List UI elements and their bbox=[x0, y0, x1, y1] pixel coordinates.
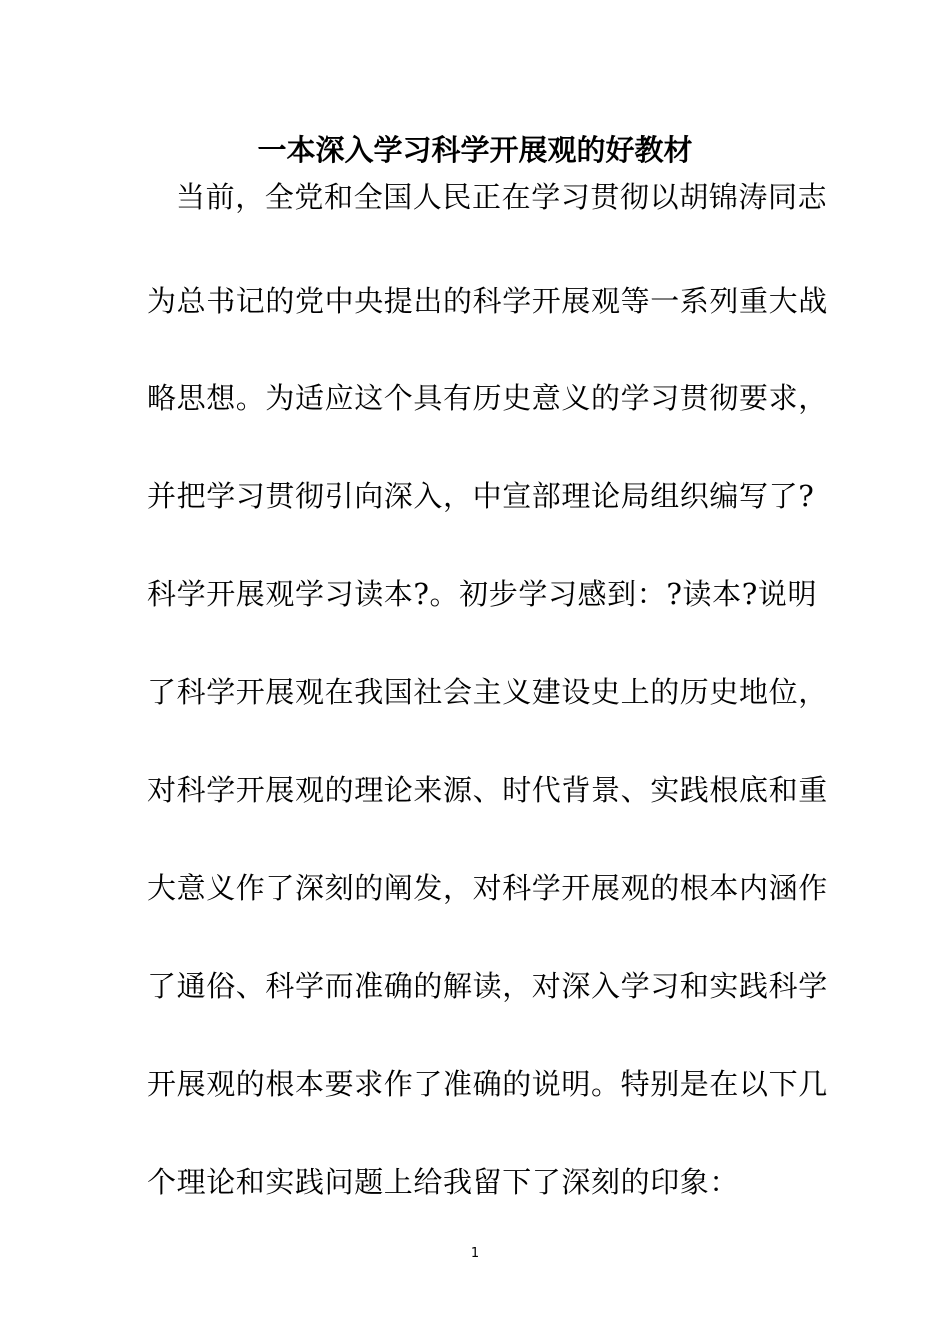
paragraph-line-8: 大意义作了深刻的阐发，对科学开展观的根本内涵作 bbox=[147, 871, 828, 905]
page-number: 1 bbox=[470, 1246, 480, 1261]
paragraph-line-2: 为总书记的党中央提出的科学开展观等一系列重大战 bbox=[147, 284, 828, 318]
paragraph-line-9: 了通俗、科学而准确的解读，对深入学习和实践科学 bbox=[147, 969, 828, 1003]
paragraph-line-6: 了科学开展观在我国社会主义建设史上的历史地位， bbox=[147, 675, 828, 709]
paragraph-line-3: 略思想。为适应这个具有历史意义的学习贯彻要求， bbox=[147, 381, 828, 415]
paragraph-line-4: 并把学习贯彻引向深入，中宣部理论局组织编写了? bbox=[147, 479, 815, 513]
document-title: 一本深入学习科学开展观的好教材 bbox=[257, 133, 693, 167]
paragraph-line-10: 开展观的根本要求作了准确的说明。特别是在以下几 bbox=[147, 1067, 828, 1101]
paragraph-line-5: 科学开展观学习读本?。初步学习感到：?读本?说明 bbox=[147, 577, 818, 611]
paragraph-line-1: 当前，全党和全国人民正在学习贯彻以胡锦涛同志 bbox=[176, 180, 828, 214]
paragraph-line-11: 个理论和实践问题上给我留下了深刻的印象： bbox=[147, 1165, 740, 1199]
paragraph-line-7: 对科学开展观的理论来源、时代背景、实践根底和重 bbox=[147, 773, 828, 807]
